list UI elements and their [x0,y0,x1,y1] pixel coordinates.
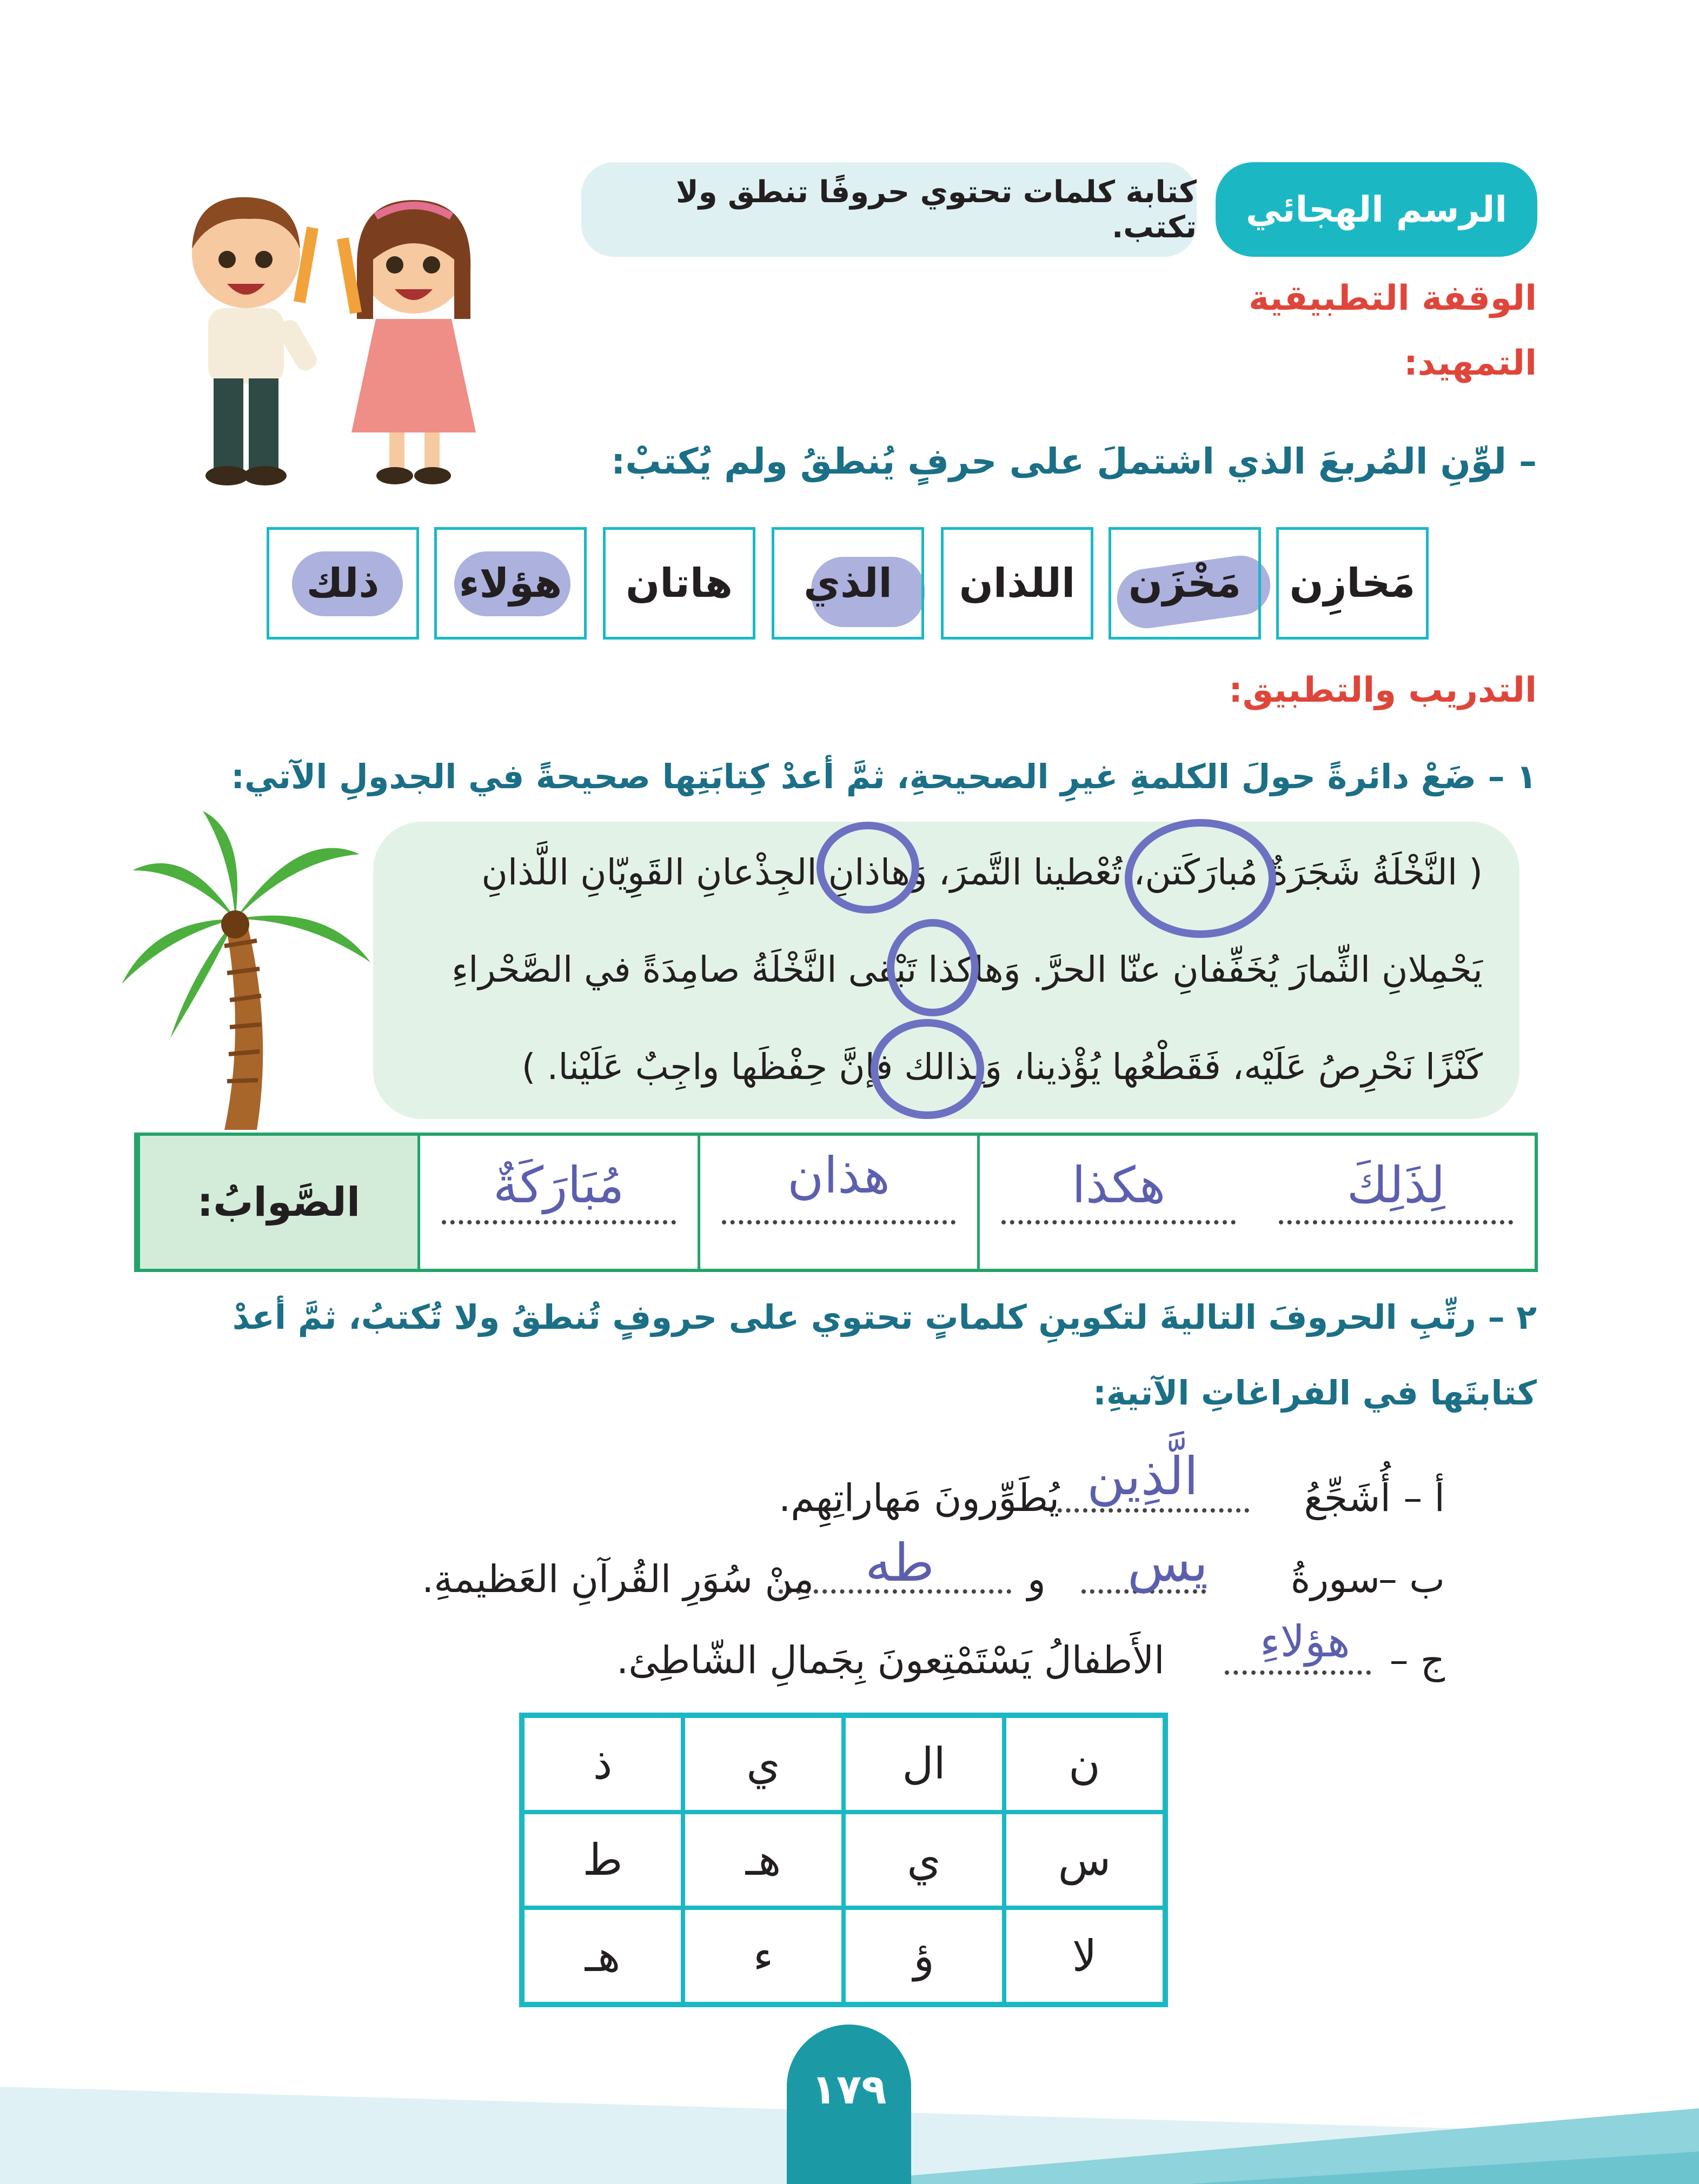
passage-line: يَحْمِلانِ الثِّمارَ يُخَفِّفانِ عنّا الحرَّ. وَهاكذا تَبْقى النَّخْلَةُ صامِدَةً في الصَّحْراءِ [452,949,1483,990]
answer-cell[interactable] [977,1136,1257,1269]
letter-cell: ذ [522,1716,683,1812]
answer-table [134,1133,1538,1272]
word-box[interactable] [1109,527,1261,640]
word-box-text: هؤلاء [459,560,562,607]
letter-cell: ؤ [844,1908,1004,2004]
circle-mark [817,822,919,914]
circle-mark [1125,819,1276,938]
fill-b-label: ب – [1378,1557,1445,1601]
letter-cell: ط [522,1812,683,1908]
lesson-badge [1216,162,1537,257]
lesson-topic [581,162,1197,257]
word-box-text: ذلك [306,560,380,607]
q1-prompt: ١ – ضَعْ دائرةً حولَ الكلمةِ غيرِ الصحيحةِ، ثمَّ أعدْ كِتابَتِها صحيحةً في الجدولِ الآتي: [231,757,1537,796]
word-box-text: الذي [804,560,892,607]
letter-cell: لا [1004,1908,1165,2004]
word-box[interactable] [1276,527,1429,640]
letter-cell: هـ [522,1908,683,2004]
word-box-text: مَخْزَن [1128,560,1242,607]
answer-word: مُبَارَكَةٌ [493,1156,625,1214]
letter-cell: ء [683,1908,844,2004]
fill-a-answer: الَّذِين [1087,1446,1199,1507]
word-box[interactable] [941,527,1093,640]
answer-cell[interactable] [417,1136,698,1269]
fill-c-label: ج – [1389,1638,1445,1682]
answer-label-cell [137,1136,417,1269]
letter-cell: هـ [683,1812,844,1908]
fill-b-after: مِنْ سُوَرِ القُرآنِ العَظيمةِ. [422,1557,814,1601]
lesson-badge-text: الرسم الهجائي [1246,189,1507,230]
fill-c-answer: هؤلاءِ [1260,1616,1350,1667]
section-training: التدريب والتطبيق: [1229,670,1537,710]
letter-cell: ال [844,1716,1004,1812]
fill-b-answer2: طه [865,1533,934,1593]
fill-a-before: أُشَجِّعُ [1304,1476,1391,1520]
answer-cell[interactable] [1257,1136,1535,1269]
section-intro: التمهيد: [1404,343,1537,383]
circle-mark [887,919,979,1016]
word-box-text: مَخازِن [1289,560,1416,607]
palm-tree-illustration [122,811,381,1135]
answer-word: هذان [787,1147,890,1204]
letter-cell: ي [844,1812,1004,1908]
fill-c-after: الأَطفالُ يَسْتَمْتِعونَ بِجَمالِ الشّاطِئ. [616,1638,1165,1682]
letter-cell: ي [683,1716,844,1812]
answer-word: لِذَلِكَ [1346,1156,1445,1214]
page-number: ١٧٩ [811,2065,887,2113]
fill-a-after: يُطَوِّرونَ مَهاراتِهِم. [779,1476,1060,1520]
circle-mark [871,1019,984,1119]
answer-label: الصَّوابُ: [197,1179,361,1226]
fill-b-middle: و [1027,1557,1046,1601]
lesson-topic-text: كتابة كلمات تحتوي حروفًا تنطق ولا تكتب. [676,174,1197,245]
word-box[interactable] [267,527,419,640]
passage-line: ( النَّخْلَةُ شَجَرَةٌ مُبارَكَتن، تُعْطينا التَّمرَ، وَهاذانِ الجِذْعانِ القَوِيّانِ اللَّذانِ [481,851,1483,893]
section-applied: الوقفة التطبيقية [1249,278,1537,318]
letter-cell: س [1004,1812,1165,1908]
word-box[interactable] [434,527,587,640]
q2-prompt-line2: كتابتَها في الفراغاتِ الآتيةِ: [1093,1373,1537,1413]
fill-a-label: أ – [1403,1476,1445,1520]
word-box-text: اللذان [959,560,1076,607]
word-box[interactable] [603,527,755,640]
q2-prompt-line1: ٢ – رتِّبِ الحروفَ التاليةَ لتكوينِ كلماتٍ تحتوي على حروفٍ تُنطقُ ولا تُكتبُ، ثمَّ أعدْ [232,1297,1537,1337]
passage-line: كَنْزًا نَحْرِصُ عَلَيْه، فَقَطْعُها يُؤْذينا، وَلِذالك فإنَّ حِفْظَها واجِبٌ عَلَيْنا. ) [521,1046,1483,1088]
fill-b-before: سورةُ [1290,1557,1380,1601]
word-box[interactable] [772,527,924,640]
children-illustration [162,178,508,503]
instruction-color: – لوِّنِ المُربعَ الذي اشتملَ على حرفٍ يُنطقُ ولم يُكتبْ: [610,441,1537,482]
answer-word: هكذا [1072,1156,1166,1214]
word-box-text: هاتان [626,560,733,607]
letters-grid [519,1713,1168,2007]
fill-c-blank[interactable] [1225,1670,1371,1675]
fill-a-blank[interactable] [1049,1508,1249,1513]
fill-b-answer1: يس [1127,1533,1209,1593]
answer-cell[interactable] [698,1136,978,1269]
letter-cell: ن [1004,1716,1165,1812]
